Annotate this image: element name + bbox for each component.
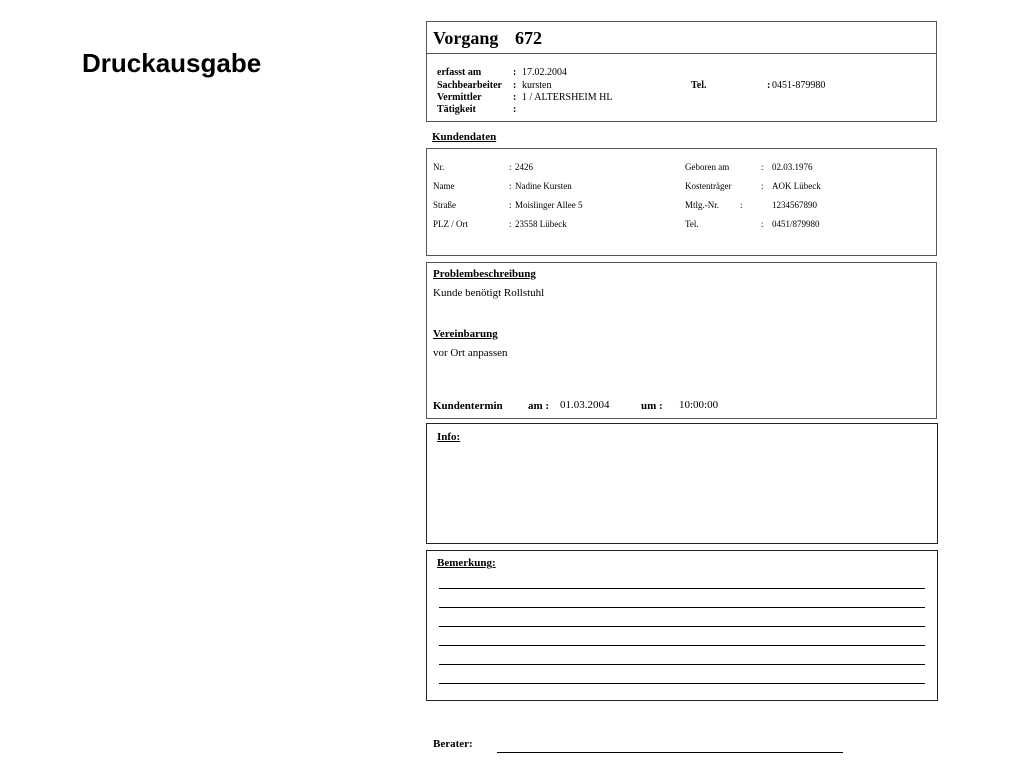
- kd-value-name: Nadine Kursten: [515, 181, 572, 191]
- vorgang-divider: [427, 53, 936, 54]
- field-colon-vermittler: :: [513, 92, 517, 103]
- kd-colon-strasse: :: [509, 200, 512, 210]
- termin-um-label: um :: [641, 400, 663, 412]
- field-value-sachbearbeiter: kursten: [522, 80, 552, 91]
- kd-colon-nr: :: [509, 162, 512, 172]
- termin-am-value: 01.03.2004: [560, 399, 610, 411]
- kd-label-plz: PLZ / Ort: [433, 219, 468, 229]
- berater-label: Berater:: [433, 738, 473, 750]
- kd-colon-kostentraeger: :: [761, 181, 764, 191]
- vorgang-number: 672: [515, 28, 542, 48]
- field-value-erfasst: 17.02.2004: [522, 67, 567, 78]
- info-heading: Info:: [437, 431, 461, 443]
- kd-colon-tel: :: [761, 219, 764, 229]
- bemerkung-line: [439, 645, 925, 646]
- field-label-taetigkeit: Tätigkeit: [437, 104, 476, 115]
- kd-colon-mtlg: :: [740, 200, 743, 210]
- kd-label-geboren: Geboren am: [685, 162, 730, 172]
- bemerkung-line: [439, 588, 925, 589]
- problem-text: Kunde benötigt Rollstuhl: [433, 287, 545, 299]
- kd-colon-geboren: :: [761, 162, 764, 172]
- problem-heading: Problembeschreibung: [433, 268, 536, 280]
- kd-label-strasse: Straße: [433, 200, 456, 210]
- field-colon-taetigkeit: :: [513, 104, 517, 115]
- bemerkung-line: [439, 607, 925, 608]
- kd-value-strasse: Moislinger Allee 5: [515, 200, 583, 210]
- kd-value-plz: 23558 Lübeck: [515, 219, 567, 229]
- problem-box: [426, 262, 937, 419]
- kd-value-kostentraeger: AOK Lübeck: [772, 181, 821, 191]
- kd-label-mtlg: Mtlg.-Nr.: [685, 200, 720, 210]
- bemerkung-heading: Bemerkung:: [437, 557, 496, 569]
- field-label-vermittler: Vermittler: [437, 92, 482, 103]
- termin-am-label: am :: [528, 400, 550, 412]
- info-box: [426, 423, 938, 544]
- field-colon-erfasst: :: [513, 67, 517, 78]
- kd-colon-plz: :: [509, 219, 512, 229]
- kundendaten-box: [426, 148, 937, 256]
- kd-value-tel: 0451/879980: [772, 219, 820, 229]
- field-label-sachbearbeiter: Sachbearbeiter: [437, 80, 502, 91]
- kd-colon-name: :: [509, 181, 512, 191]
- tel-colon: :: [767, 80, 771, 91]
- field-colon-sachbearbeiter: :: [513, 80, 517, 91]
- termin-um-value: 10:00:00: [679, 399, 719, 411]
- vorgang-box: [426, 21, 937, 122]
- kundendaten-heading: Kundendaten: [432, 131, 497, 143]
- tel-value: 0451-879980: [772, 80, 826, 91]
- bemerkung-line: [439, 664, 925, 665]
- bemerkung-line: [439, 683, 925, 684]
- vorgang-label: Vorgang: [433, 28, 499, 48]
- kd-value-geboren: 02.03.1976: [772, 162, 813, 172]
- berater-signature-line: [497, 752, 843, 753]
- vereinbarung-text: vor Ort anpassen: [433, 347, 508, 359]
- kd-label-name: Name: [433, 181, 455, 191]
- vereinbarung-heading: Vereinbarung: [433, 328, 498, 340]
- field-value-vermittler: 1 / ALTERSHEIM HL: [522, 92, 613, 103]
- bemerkung-box: [426, 550, 938, 701]
- slide-title: Druckausgabe: [82, 48, 262, 78]
- tel-label: Tel.: [691, 80, 707, 91]
- termin-label: Kundentermin: [433, 400, 503, 412]
- kd-value-nr: 2426: [515, 162, 533, 172]
- kd-label-tel: Tel.: [685, 219, 699, 229]
- kd-label-nr: Nr.: [433, 162, 445, 172]
- bemerkung-line: [439, 626, 925, 627]
- field-label-erfasst: erfasst am: [437, 67, 482, 78]
- kd-value-mtlg: 1234567890: [772, 200, 817, 210]
- kd-label-kostentraeger: Kostenträger: [685, 181, 732, 191]
